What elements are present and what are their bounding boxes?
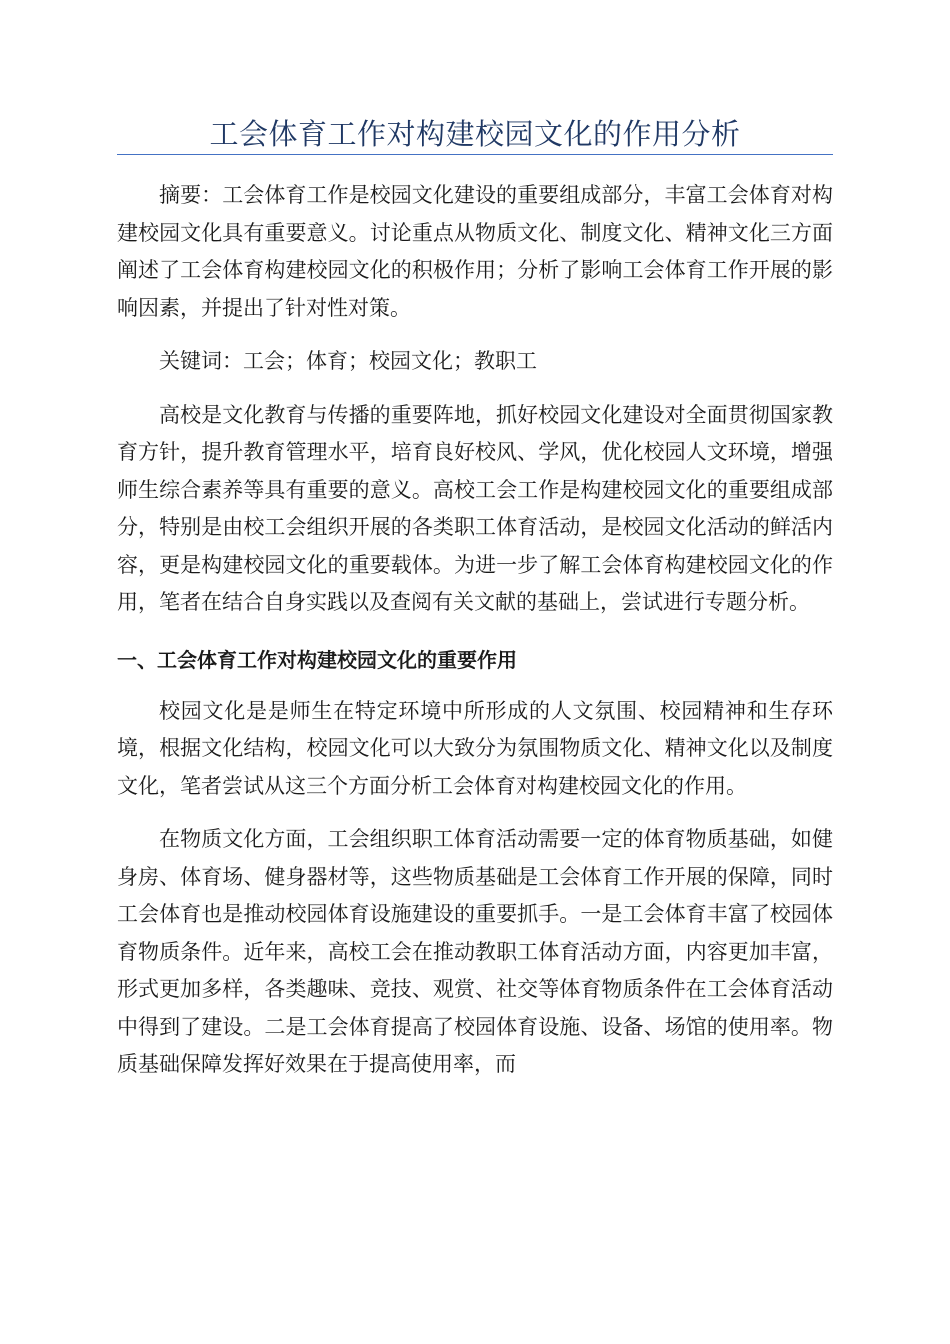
intro-paragraph: 高校是文化教育与传播的重要阵地，抓好校园文化建设对全面贯彻国家教育方针，提升教育管理水平，培育良好校风、学风，优化校园人文环境，增强师生综合素养等具有重要的意义。高校工会工作是构建校园文化的重要组成部分，特别是由校工会组织开展的各类职工体育活动，是校园文化活动的鲜活内容，更是构建校园文化的重要载体。为进一步了解工会体育构建校园文化的作用，笔者在结合自身实践以及查阅有关文献的基础上，尝试进行专题分析。	[117, 402, 833, 614]
section-paragraph-2: 在物质文化方面，工会组织职工体育活动需要一定的体育物质基础，如健身房、体育场、健身器材等，这些物质基础是工会体育工作开展的保障，同时工会体育也是推动校园体育设施建设的重要抓手。一是工会体育丰富了校园体育物质条件。近年来，高校工会在推动教职工体育活动方面，内容更加丰富，形式更加多样，各类趣味、竞技、观赏、社交等体育物质条件在工会体育活动中得到了建设。二是工会体育提高了校园体育设施、设备、场馆的使用率。物质基础保障发挥好效果在于提高使用率，而	[117, 827, 833, 1076]
document-title: 工会体育工作对构建校园文化的作用分析	[209, 117, 741, 151]
title-underline	[117, 154, 833, 155]
section-heading: 一、工会体育工作对构建校园文化的重要作用	[117, 647, 517, 672]
abstract-paragraph: 摘要：工会体育工作是校园文化建设的重要组成部分，丰富工会体育对构建校园文化具有重要意义。讨论重点从物质文化、制度文化、精神文化三方面阐述了工会体育构建校园文化的积极作用；分析了影响工会体育工作开展的影响因素，并提出了针对性对策。	[117, 183, 833, 320]
keywords-paragraph: 关键词：工会；体育；校园文化；教职工	[159, 349, 537, 373]
document-page	[117, 0, 833, 1084]
section-paragraph-1: 校园文化是是师生在特定环境中所形成的人文氛围、校园精神和生存环境，根据文化结构，校园文化可以大致分为氛围物质文化、精神文化以及制度文化，笔者尝试从这三个方面分析工会体育对构建校园文化的作用。	[117, 698, 833, 798]
